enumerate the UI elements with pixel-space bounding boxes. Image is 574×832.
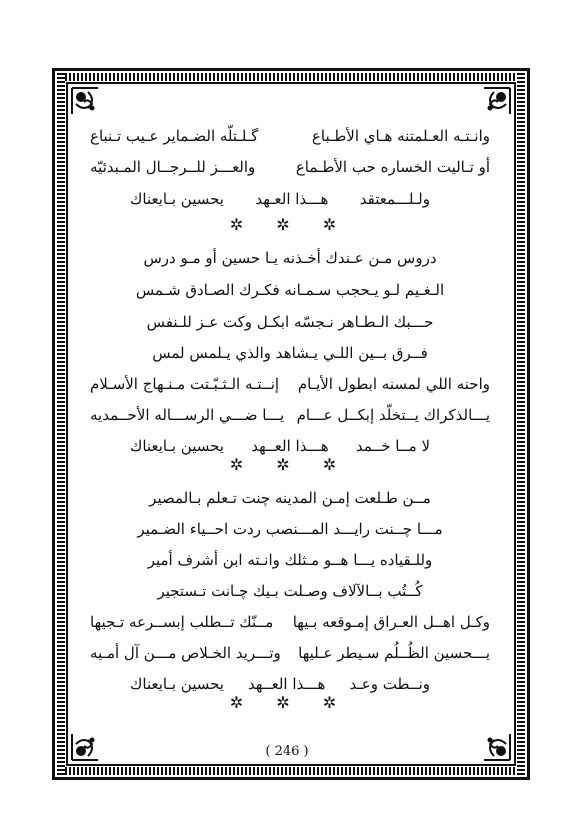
verse-hemistich-left: گـلـتلّه الضـماير عـيب تـنباع [90, 127, 259, 145]
star-divider: ✲ ✲ ✲ [229, 455, 351, 474]
verse-hemistich-left: مــنّك تــطلب إبســرعه تـجيها [90, 613, 274, 631]
verse-line [90, 610, 490, 634]
refrain-part: لا مــا خــمد [355, 437, 430, 455]
verse-hemistich-left: إنــتـه الـثـبّـتت مـنـهاج الأسـلام [90, 375, 280, 393]
refrain-part: هـــذا العــهد [251, 437, 329, 455]
corner-ornament-icon [480, 84, 514, 118]
corner-ornament-icon [68, 84, 102, 118]
corner-ornament-icon [480, 730, 514, 764]
refrain-part: يحسين بـايعناك [130, 190, 224, 208]
refrain-part: هـــذا العـهد [255, 190, 329, 208]
verse-hemistich-right: يـــالذكراك يــتخلّد إبكــل عـــام [296, 406, 490, 424]
verse-line: مـــا چــنت رايـــد المـــنصب ردت احــياء الضـمير [137, 520, 443, 538]
page-border-band-left [57, 73, 65, 775]
page-border-band-right [517, 73, 525, 775]
verse-line: حـــبك الـطـاهر نـجسّه ابكـل وكت عـز للـنفس [146, 313, 434, 331]
verse-line [90, 641, 490, 665]
verse-hemistich-right: يـــحسين الظُــلُم سـيطر عـليها [298, 644, 490, 662]
verse-line: دروس مـن عـندك أخـذنه يـا حسين أو مـو درس [143, 249, 437, 267]
verse-hemistich-right: واحنه اللي لمسنه ابطول الأيـام [297, 375, 490, 393]
refrain-part: يحسين بـايعناك [130, 675, 224, 693]
refrain-part: هـــذا العــهد [248, 675, 326, 693]
verse-line [90, 155, 490, 179]
verse-hemistich-left: وتـــريد الخـلاص مـــن آل أمـيه [90, 644, 281, 662]
star-divider: ✲ ✲ ✲ [229, 215, 351, 234]
refrain-part: ولـلـــمعتقد [359, 190, 430, 208]
verse-hemistich-right: وكـل اهــل العـراق إمـوقعه بـيها [292, 613, 490, 631]
verse-line [90, 403, 490, 427]
page-border-band-bottom [57, 767, 525, 775]
refrain-part: ونــطت وعـد [349, 675, 430, 693]
verse-hemistich-right: وانـتـه العـلمتنه هـاي الأطـباع [311, 127, 490, 145]
corner-ornament-icon [68, 730, 102, 764]
star-divider: ✲ ✲ ✲ [229, 693, 351, 712]
page-border-band-top [57, 73, 525, 81]
verse-line: فــرق بــين اللـي يـشاهد والذي يـلمس لمس [152, 344, 428, 362]
refrain-line [130, 187, 430, 211]
verse-line: الـغـيم لـو يـحجب سـمـانه فكـرك الصـادق شـمس [135, 281, 445, 299]
verse-line: كُــتُب بــالآلاف وصـلت بـيك چـانت تـستجير [157, 582, 423, 600]
verse-line: وللـقياده يـــا هــو مـثلك وانـته ابن أشرف أمير [147, 551, 433, 569]
verse-hemistich-left: والعـــز للــرجــال المـبدئيّه [90, 158, 256, 176]
verse-line [90, 124, 490, 148]
verse-line [90, 372, 490, 396]
verse-hemistich-right: أو تـاليت الخساره حب الأطـماع [295, 158, 490, 176]
verse-line: مــن طـلعت إمـن المدينه چنت تـعلم بـالمصير [149, 489, 431, 507]
page-number: ( 246 ) [265, 744, 309, 759]
refrain-part: يحسين بـايعناك [130, 437, 224, 455]
verse-hemistich-left: يـــا ضـــي الرســـاله الأحــمديه [90, 406, 285, 424]
